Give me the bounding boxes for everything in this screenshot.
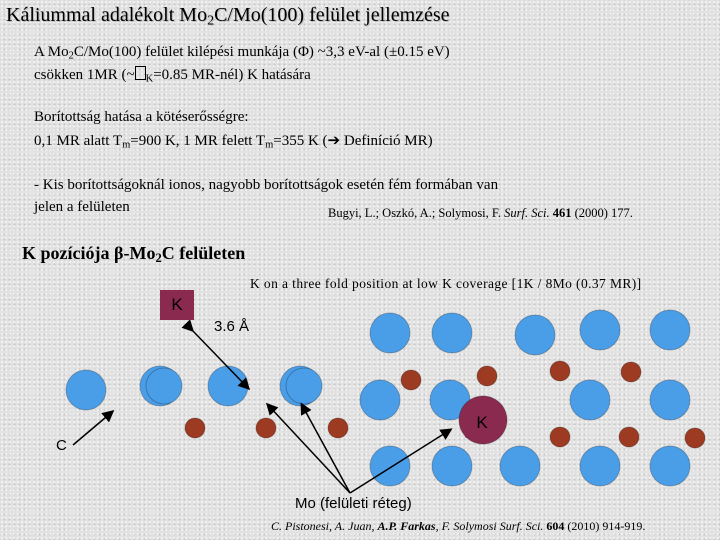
mo-atom <box>580 310 620 350</box>
k-atom-label-right: K <box>465 408 499 438</box>
carbon-atom <box>550 427 570 447</box>
mo-atom <box>570 380 610 420</box>
mo-atom <box>515 315 555 355</box>
right-arrow-icon: ➔ <box>327 133 341 149</box>
ionic-metallic-line-2: jelen a felületen <box>34 199 130 215</box>
mo-atom <box>360 380 400 420</box>
carbon-atom <box>185 418 205 438</box>
mo-atom <box>370 446 410 486</box>
mo-atom <box>432 313 472 353</box>
title-text-b: C/Mo(100) felület jellemzése <box>214 4 450 26</box>
carbon-atom <box>621 362 641 382</box>
k-position-heading: K pozíciója $\beta-Mo_2C$ felületen <box>22 243 246 266</box>
carbon-atom <box>328 418 348 438</box>
mo-atom <box>650 310 690 350</box>
ionic-metallic-line-1: - Kis borítottságoknál ionos, nagyobb borítottságok esetén fém formában van <box>34 177 499 193</box>
mo-atom <box>432 446 472 486</box>
mo-atom <box>146 368 182 404</box>
mo-atom <box>650 380 690 420</box>
title-text-a: Káliummal adalékolt Mo <box>6 4 208 26</box>
mo-atom <box>208 366 248 406</box>
carbon-atom <box>477 366 497 386</box>
mo-atom <box>66 370 106 410</box>
carbon-label: C <box>56 437 67 454</box>
distance-label: 3.6 Å <box>214 318 250 335</box>
title-subscript: 2 <box>207 13 215 29</box>
c-pointer-arrow <box>73 412 112 445</box>
coverage-temperatures: 0,1 MR alatt $T_m=900$ K, 1 MR felett $T_m=355$ K (➔ Definíció MR) <box>34 133 433 151</box>
carbon-atom <box>619 427 639 447</box>
threefold-note: K on a three fold position at low K coverage [1K / 8Mo (0.37 MR)] <box>250 276 642 291</box>
mo-atom <box>500 446 540 486</box>
carbon-atom <box>256 418 276 438</box>
reference-pistonesi: C. Pistonesi, A. Juan, A.P. Farkas, F. Solymosi Surf. Sci. 604 (2010) 914-919. <box>271 519 646 533</box>
mo-atom <box>650 446 690 486</box>
reference-bugyi: Bugyi, L.; Oszkó, A.; Solymosi, F. Surf. Sci. 461 (2000) 177. <box>328 206 633 220</box>
carbon-atom <box>550 361 570 381</box>
coverage-heading: Borítottság hatása a kötéserősségre: <box>34 109 249 125</box>
work-function-line-2: csökken 1MR (~ $_K$=0.85 MR-nél) K hatására <box>34 67 311 85</box>
carbon-atom <box>401 370 421 390</box>
mo-atom <box>580 446 620 486</box>
mo-atom <box>286 368 322 404</box>
mo-atom <box>370 313 410 353</box>
mo-layer-label: Mo (felületi réteg) <box>295 495 412 512</box>
work-function-line-1: A $Mo_2C/Mo(100)$ felület kilépési munkája (Φ) ~3,3 eV-al (±0.15 eV) <box>34 44 450 62</box>
k-atom-label-top: K <box>160 290 194 320</box>
carbon-atom <box>685 428 705 448</box>
